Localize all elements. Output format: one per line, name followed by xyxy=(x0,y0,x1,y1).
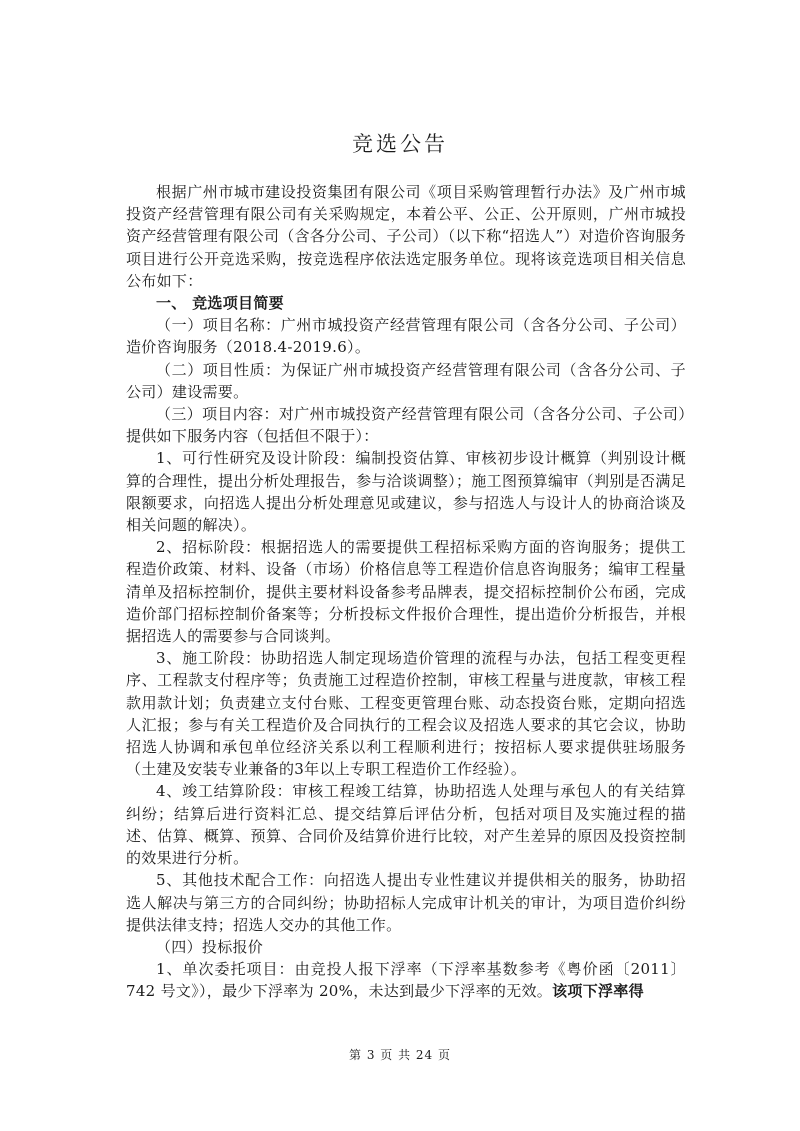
stage-settlement: 4、竣工结算阶段：审核工程竣工结算，协助招选人处理与承包人的有关结算纠纷；结算后进行资料汇总、提交结算后评估分析，包括对项目及实施过程的描述、估算、概算、预算、合同价及结算价进行比较，对产生差异的原因及投资控制的效果进行分析。 xyxy=(126,782,686,868)
quote-rule-paragraph xyxy=(126,958,686,1002)
page-title: 竞选公告 xyxy=(352,132,448,156)
item-project-content: （三）项目内容：对广州市城投资产经营管理有限公司（含各分公司、子公司）提供如下服务内容（包括但不限于）： xyxy=(126,405,686,446)
stage-feasibility: 1、可行性研究及设计阶段：编制投资估算、审核初步设计概算（判别设计概算的合理性，提出分析处理报告，参与洽谈调整）；施工图预算编审（判别是否满足限额要求，向招选人提出分析处理意见或建议，参与招选人与设计人的协商洽谈及相关问题的解决）。 xyxy=(126,449,686,535)
stage-construction: 3、施工阶段：协助招选人制定现场造价管理的流程与办法，包括工程变更程序、工程款支付程序等；负责施工过程造价控制，审核工程量与进度款，审核工程款用款计划；负责建立支付台账、工程变更管理台账、动态投资台账，定期向招选人汇报；参与有关工程造价及合同执行的工程会议及招选人要求的其它会议，协助招选人协调和承包单位经济关系以利工程顺利进行；按招标人要求提供驻场服务（土建及安装专业兼备的3年以上专职工程造价工作经验）。 xyxy=(126,649,686,779)
item-bid-quote: （四）投标报价 xyxy=(156,937,264,956)
page-number: 第 3 页 共 24 页 xyxy=(349,1048,451,1062)
section-heading: 一、 竞选项目简要 xyxy=(156,294,284,313)
stage-tendering: 2、招标阶段：根据招选人的需要提供工程招标采购方面的咨询服务；提供工程造价政策、材料、设备（市场）价格信息等工程造价信息咨询服务；编审工程量清单及招标控制价，提供主要材料设备参考品牌表，提交招标控制价公布函，完成造价部门招标控制价备案等；分析投标文件报价合理性，提出造价分析报告，并根据招选人的需要参与合同谈判。 xyxy=(126,538,686,646)
item-project-name: （一）项目名称：广州市城投资产经营管理有限公司（含各分公司、子公司）造价咨询服务（2018.4-2019.6）。 xyxy=(126,316,686,357)
stage-other: 5、其他技术配合工作：向招选人提出专业性建议并提供相关的服务，协助招选人解决与第三方的合同纠纷；协助招标人完成审计机关的审计，为项目造价纠纷提供法律支持；招选人交办的其他工作。 xyxy=(126,871,686,934)
intro-paragraph: 根据广州市城市建设投资集团有限公司《项目采购管理暂行办法》及广州市城投资产经营管理有限公司有关采购规定，本着公平、公正、公开原则，广州市城投资产经营管理有限公司（含各分公司、子公司）（以下称“招选人”）对造价咨询服务项目进行公开竞选采购，按竞选程序依法选定服务单位。现将该竞选项目相关信息公布如下： xyxy=(126,183,686,290)
item-project-nature: （二）项目性质：为保证广州市城投资产经营管理有限公司（含各分公司、子公司）建设需要。 xyxy=(126,360,686,401)
quote-rule-text: 1、单次委托项目：由竞投人报下浮率（下浮率基数参考《粤价函〔2011〕742 号文》），最少下浮率为 20%，未达到最少下浮率的无效。 xyxy=(126,960,686,1001)
document-body xyxy=(126,181,686,1003)
quote-rule-bold-text: 该项下浮率得 xyxy=(552,982,644,1001)
